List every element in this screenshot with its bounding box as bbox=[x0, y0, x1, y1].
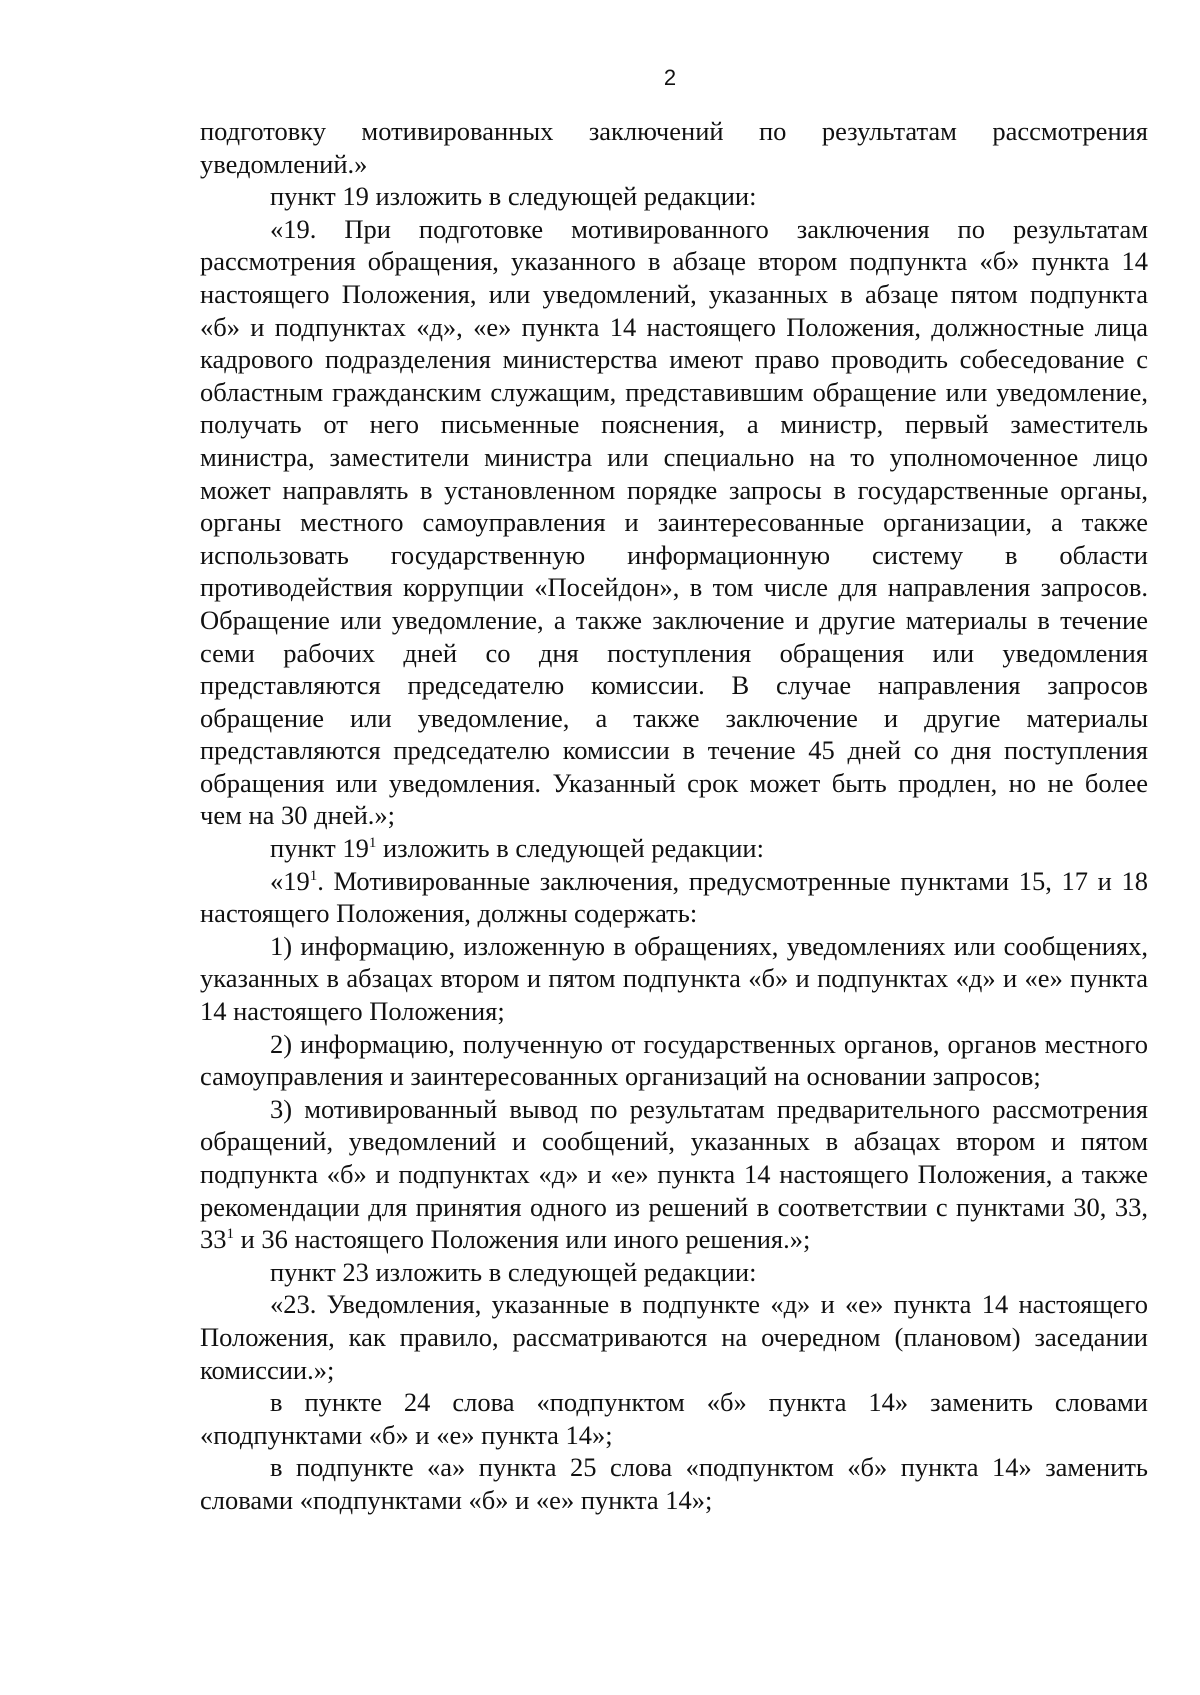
superscript: 1 bbox=[226, 1226, 234, 1243]
paragraph-12: в подпункте «а» пункта 25 слова «подпунктом «б» пункта 14» заменить словами «подпунктами «б» и «е» пункта 14»; bbox=[200, 1452, 1148, 1515]
paragraph-2: пункт 19 изложить в следующей редакции: bbox=[270, 181, 757, 212]
paragraph-4 bbox=[200, 832, 1148, 865]
paragraph-8-text-end: и 36 настоящего Положения или иного решения.»; bbox=[234, 1224, 811, 1255]
paragraph-7: 2) информацию, полученную от государственных органов, органов местного самоуправления и заинтересованных организаций на основании запросов; bbox=[200, 1028, 1148, 1092]
paragraph-5-text-start: «19 bbox=[270, 865, 310, 896]
paragraph-4-text-start: пункт 19 bbox=[270, 833, 369, 864]
paragraph-5 bbox=[200, 865, 1148, 930]
paragraph-6: 1) информацию, изложенную в обращениях, уведомлениях или сообщениях, указанных в абзацах втором и пятом подпункта «б» и подпунктах «д» и «е» пункта 14 настоящего Положения; bbox=[200, 930, 1148, 1027]
paragraph-10: «23. Уведомления, указанные в подпункте «д» и «е» пункта 14 настоящего Положения, как правило, рассматриваются на очередном (плановом) заседании комиссии.»; bbox=[200, 1289, 1148, 1385]
document-body bbox=[200, 115, 1148, 1517]
paragraph-11: в пункте 24 слова «подпунктом «б» пункта 14» заменить словами «подпунктами «б» и «е» пункта 14»; bbox=[200, 1387, 1148, 1450]
superscript: 1 bbox=[368, 835, 377, 852]
paragraph-1: подготовку мотивированных заключений по результатам рассмотрения уведомлений.» bbox=[200, 116, 1148, 179]
paragraph-9: пункт 23 изложить в следующей редакции: bbox=[270, 1256, 757, 1287]
paragraph-8 bbox=[200, 1093, 1148, 1256]
paragraph-4-text-end: изложить в следующей редакции: bbox=[376, 833, 764, 864]
page-number: 2 bbox=[663, 65, 677, 90]
paragraph-5-text-end: . Мотивированные заключения, предусмотренные пунктами 15, 17 и 18 настоящего Положения, должны содержать: bbox=[200, 865, 1148, 929]
paragraph-3: «19. При подготовке мотивированного заключения по результатам рассмотрения обращения, указанного в абзаце втором подпункта «б» пункта 14 настоящего Положения, или уведомлений, указанных в абзаце пятом подпункта «б» и подпунктах «д», «е» пункта 14 настоящего Положения, должностные лица кадрового подразделения министерства имеют право проводить собеседование с областным гражданским служащим, представившим обращение или уведомление, получать от него письменные пояснения, а министр, первый заместитель министра, заместители министра или специально на то уполномоченное лицо может направлять в установленном порядке запросы в государственные органы, органы местного самоуправления и заинтересованные организации, а также использовать государственную информационную систему в области противодействия коррупции «Посейдон», в том числе для направления запросов. Обращение или уведомление, а также заключение и другие материалы в течение семи рабочих дней со дня поступления обращения или уведомления представляются председателю комиссии. В случае направления запросов обращение или уведомление, а также заключение и другие материалы представляются председателю комиссии в течение 45 дней со дня поступления обращения или уведомления. Указанный срок может быть продлен, но не более чем на 30 дней.»; bbox=[200, 213, 1148, 831]
superscript: 1 bbox=[309, 867, 318, 884]
paragraph-8-text-start: 3) мотивированный вывод по результатам предварительного рассмотрения обращений, уведомлений и сообщений, указанных в абзацах втором и пятом подпункта «б» и подпунктах «д» и «е» пункта 14 настоящего Положения, а также рекомендации для принятия одного из решений в соответствии с пунктами 30, 33, 33 bbox=[200, 1093, 1148, 1255]
